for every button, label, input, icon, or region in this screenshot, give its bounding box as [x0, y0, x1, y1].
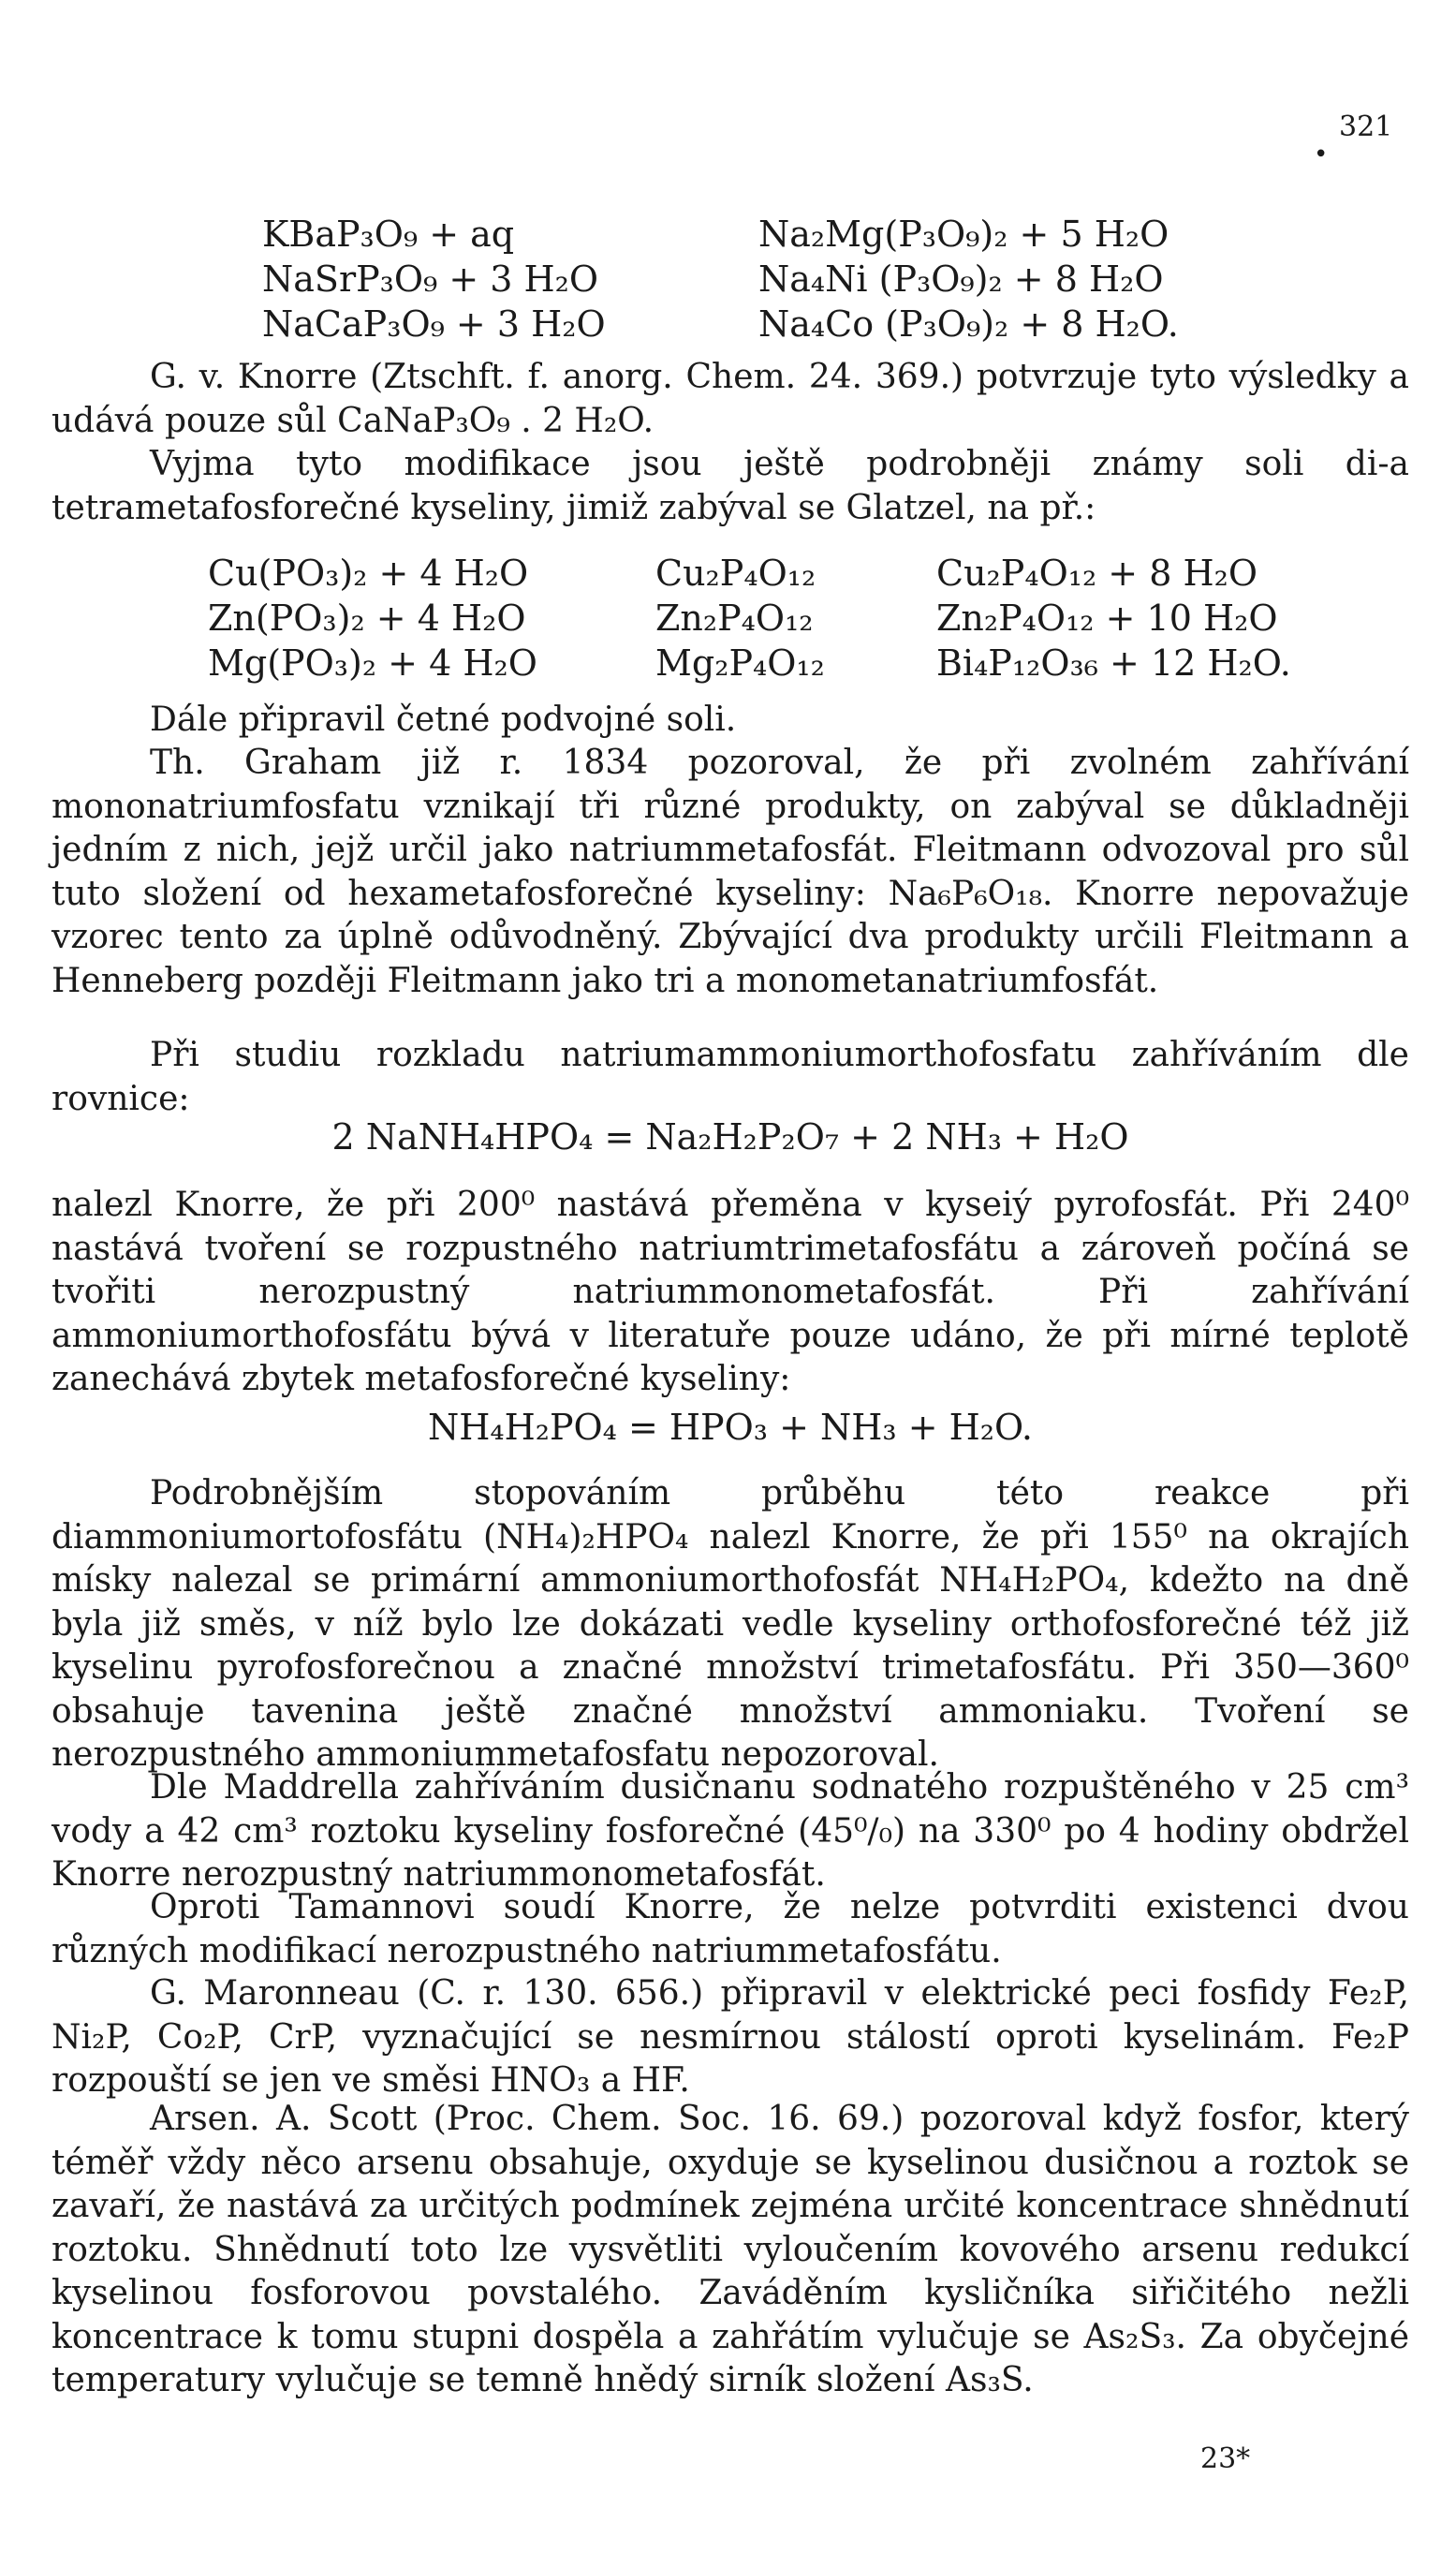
paragraph-dale: Dále připravil četné podvojné soli. — [150, 701, 737, 739]
formula-line: Cu₂P₄O₁₂ + 8 H₂O — [936, 553, 1257, 594]
paragraph-knorre: G. v. Knorre (Ztschft. f. anorg. Chem. 24. 369.) potvrzuje tyto výsledky a udává pouze sůl CaNaP₃O₉ . 2 H₂O. — [51, 358, 1409, 440]
formula-line: Zn(PO₃)₂ + 4 H₂O — [208, 597, 526, 639]
formula-column-2 — [655, 551, 825, 686]
formula-line: KBaP₃O₉ + aq — [262, 214, 515, 255]
footer-signature-mark: 23* — [1200, 2442, 1251, 2475]
formula-line: Zn₂P₄O₁₂ + 10 H₂O — [936, 597, 1278, 639]
formula-column-left — [262, 212, 606, 347]
paragraph-nalezl: nalezl Knorre, že při 200⁰ nastává přeměna v kyseiý pyrofosfát. Při 240⁰ nastává tvoření se rozpustného natriumtrimetafosfátu a zároveň počíná se tvořiti nerozpustný natriummonometafosfát. Při zahřívání ammoniumorthofosfátu bývá v literatuře pouze udáno, že při mírné teplotě zanechává zbytek metafosforečné kyseliny: — [51, 1186, 1409, 1398]
paragraph-tamann: Oproti Tamannovi soudí Knorre, že nelze potvrditi existenci dvou různých modifikací nerozpustného natriummetafosfátu. — [51, 1888, 1409, 1970]
paragraph-maddrell: Dle Maddrella zahříváním dusičnanu sodnatého rozpuštěného v 25 cm³ vody a 42 cm³ roztoku kyseliny fosforečné (45⁰/₀) na 330⁰ po 4 hodiny obdržel Knorre nerozpustný natriummonometafosfát. — [51, 1768, 1409, 1894]
formula-line: Mg(PO₃)₂ + 4 H₂O — [208, 642, 537, 684]
formula-line: Na₄Co (P₃O₉)₂ + 8 H₂O. — [758, 303, 1179, 345]
formula-line: Mg₂P₄O₁₂ — [655, 642, 825, 684]
formula-line: Zn₂P₄O₁₂ — [655, 597, 814, 639]
paragraph-arsen: Arsen. A. Scott (Proc. Chem. Soc. 16. 69.) pozoroval když fosfor, který téměř vždy něco arsenu obsahuje, oxyduje se kyselinou dusičnou a roztok se zavaří, že nastává za určitých podmínek zejména určité koncentrace shnědnutí roztoku. Shnědnutí toto lze vysvětliti vyloučením kovového arsenu redukcí kyselinou fosforovou povstalého. Zaváděním kysličníka siřičitého nežli koncentrace k tomu stupni dospěla a zahřátím vylučuje se As₂S₃. Za obyčejné temperatury vylučuje se temně hnědý sirník složení As₃S. — [51, 2100, 1409, 2399]
paragraph-studiu: Při studiu rozkladu natriumammoniumorthofosfatu zahříváním dle rovnice: — [51, 1036, 1409, 1118]
formula-column-3 — [936, 551, 1291, 686]
paragraph-maronneau: G. Maronneau (C. r. 130. 656.) připravil v elektrické peci fosfidy Fe₂P, Ni₂P, Co₂P, CrP, vyznačující se nesmírnou stálostí oproti kyselinám. Fe₂P rozpouští se jen ve směsi HNO₃ a HF. — [51, 1974, 1409, 2100]
equation-2: NH₄H₂PO₄ = HPO₃ + NH₃ + H₂O. — [427, 1407, 1034, 1448]
formula-line: Cu₂P₄O₁₂ — [655, 553, 816, 594]
formula-line: Na₄Ni (P₃O₉)₂ + 8 H₂O — [758, 258, 1164, 300]
paragraph-vyjma: Vyjma tyto modifikace jsou ještě podrobněji známy soli di-a tetrametafosforečné kyseliny, jimiž zabýval se Glatzel, na př.: — [51, 445, 1409, 527]
paragraph-graham: Th. Graham již r. 1834 pozoroval, že při zvolném zahřívání mononatriumfosfatu vznikají tři různé produkty, on zabýval se důkladněji jedním z nich, jejž určil jako natriummetafosfát. Fleitmann odvozoval pro sůl tuto složení od hexametafosforečné kyseliny: Na₆P₆O₁₈. Knorre nepovažuje vzorec tento za úplně odůvodněný. Zbývající dva produkty určili Fleitmann a Henneberg později Fleitmann jako tri a monometanatriumfosfát. — [51, 744, 1409, 1000]
page-number: 321 — [1339, 111, 1393, 143]
formula-line: NaCaP₃O₉ + 3 H₂O — [262, 303, 606, 345]
formula-line: Cu(PO₃)₂ + 4 H₂O — [208, 553, 529, 594]
equation-1: 2 NaNH₄HPO₄ = Na₂H₂P₂O₇ + 2 NH₃ + H₂O — [331, 1116, 1129, 1158]
page-dot: • — [1314, 140, 1329, 169]
formula-line: Bi₄P₁₂O₃₆ + 12 H₂O. — [936, 642, 1291, 684]
formula-column-1 — [208, 551, 537, 686]
formula-column-right — [758, 212, 1179, 347]
formula-line: Na₂Mg(P₃O₉)₂ + 5 H₂O — [758, 214, 1169, 255]
paragraph-podrobnejsim: Podrobnějším stopováním průběhu této reakce při diammoniumortofosfátu (NH₄)₂HPO₄ nalezl Knorre, že při 155⁰ na okrajích mísky nalezal se primární ammoniumorthofosfát NH₄H₂PO₄, kdežto na dně byla již směs, v níž bylo lze dokázati vedle kyseliny orthofosforečné též již kyselinu pyrofosforečnou a značné množství trimetafosfátu. Při 350—360⁰ obsahuje tavenina ještě značné množství ammoniaku. Tvoření se nerozpustného ammoniummetafosfatu nepozoroval. — [51, 1474, 1409, 1774]
formula-line: NaSrP₃O₉ + 3 H₂O — [262, 258, 599, 300]
